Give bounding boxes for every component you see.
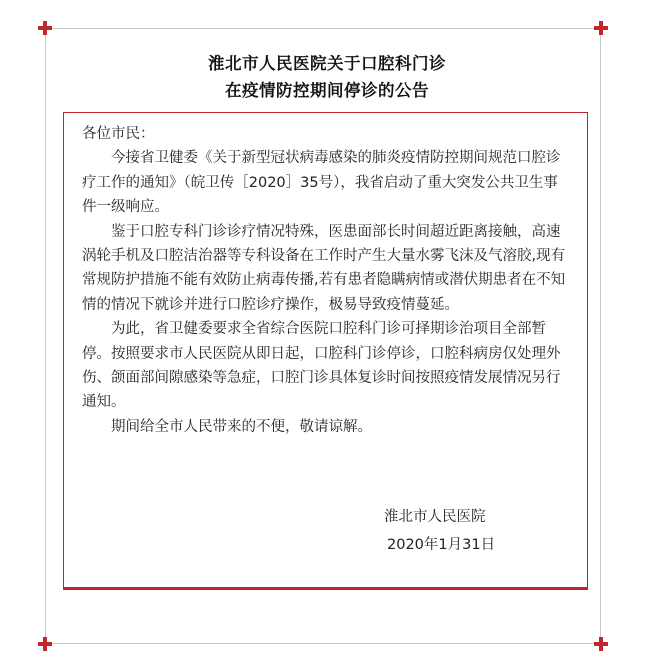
notice-title-line2: 在疫情防控期间停诊的公告 xyxy=(225,81,429,100)
signature-date: 2020年1月31日 xyxy=(387,537,496,553)
red-cross-icon xyxy=(594,21,608,35)
red-cross-icon xyxy=(38,21,52,35)
red-cross-icon xyxy=(38,637,52,651)
notice-title-line1: 淮北市人民医院关于口腔科门诊 xyxy=(208,54,446,73)
notice-body xyxy=(82,122,572,439)
paragraph-1: 今接省卫健委《关于新型冠状病毒感染的肺炎疫情防控期间规范口腔诊疗工作的通知》（皖卫传［2020］35号），我省启动了重大突发公共卫生事件一级响应。 xyxy=(82,150,561,216)
paragraph-3: 为此，省卫健委要求全省综合医院口腔科门诊可择期诊治项目全部暂停。按照要求市人民医院从即日起，口腔科门诊停诊，口腔科病房仅处理外伤、颌面部间隙感染等急症，口腔门诊具体复诊时间按照疫情发展情况另行通知。 xyxy=(82,321,561,411)
red-cross-icon xyxy=(594,637,608,651)
salutation: 各位市民： xyxy=(82,126,155,142)
paragraph-2: 鉴于口腔专科门诊诊疗情况特殊，医患面部长时间超近距离接触，高速涡轮手机及口腔洁治器等专科设备在工作时产生大量水雾飞沫及气溶胶,现有常规防护措施不能有效防止病毒传播,若有患者隐瞒病情或潜伏期患者在不知情的情况下就诊并进行口腔诊疗操作，极易导致疫情蔓延。 xyxy=(82,223,566,313)
paragraph-4: 期间给全市人民带来的不便，敬请谅解。 xyxy=(111,418,372,435)
signature-organization: 淮北市人民医院 xyxy=(384,509,486,525)
